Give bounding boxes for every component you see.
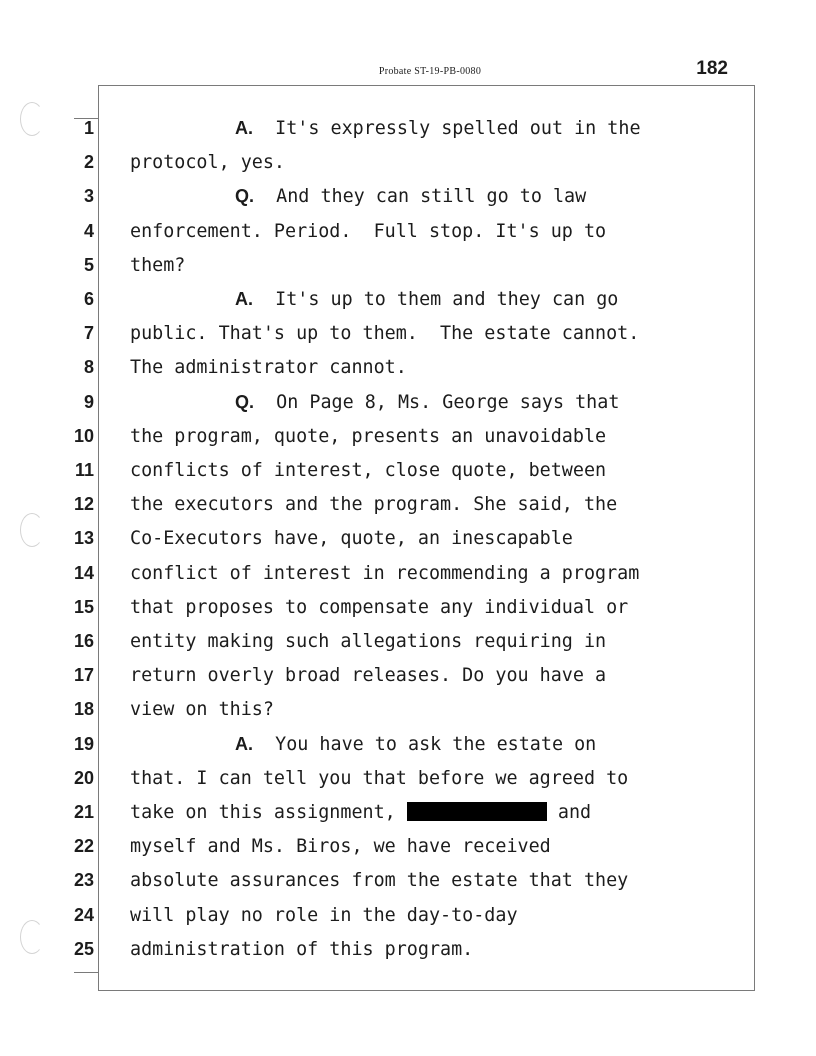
transcript-line	[0, 903, 816, 937]
line-number: 19	[73, 733, 94, 754]
line-text: take on this assignment, and	[130, 802, 592, 823]
line-number: 9	[83, 391, 94, 412]
line-number: 17	[73, 665, 94, 686]
line-text: conflicts of interest, close quote, between	[130, 460, 607, 481]
line-text: the executors and the program. She said, the	[130, 494, 618, 516]
transcript-line	[0, 697, 816, 731]
transcript-line	[0, 150, 816, 184]
line-text: will play no role in the day-to-day	[130, 904, 518, 926]
line-number: 12	[73, 494, 94, 515]
line-text: myself and Ms. Biros, we have received	[130, 836, 551, 858]
line-text: the program, quote, presents an unavoidable	[130, 425, 607, 447]
line-text: entity making such allegations requiring in	[130, 631, 607, 652]
line-number: 6	[83, 289, 94, 309]
line-text: administration of this program.	[130, 938, 474, 960]
transcript-line	[0, 834, 816, 868]
line-number: 4	[83, 220, 94, 241]
line-text: public. That's up to them. The estate cannot.	[130, 323, 640, 345]
transcript-line	[0, 424, 816, 458]
line-text: absolute assurances from the estate that they	[130, 870, 629, 892]
transcript-line	[0, 355, 816, 389]
line-text: return overly broad releases. Do you have a	[130, 665, 607, 687]
line-text: conflict of interest in recommending a program	[130, 562, 640, 584]
transcript-line	[0, 526, 816, 560]
transcript-line	[0, 184, 816, 218]
transcript-line	[0, 732, 816, 766]
line-number: 15	[73, 596, 94, 617]
transcript-line	[0, 766, 816, 800]
case-title: Probate ST-19-PB-0080	[378, 66, 482, 77]
line-text: them?	[130, 254, 186, 276]
redaction-bar	[407, 802, 547, 821]
line-number: 5	[83, 254, 94, 275]
speaker-label: Q.	[235, 391, 255, 412]
frame-rule-bottom	[74, 972, 99, 973]
line-text: enforcement. Period. Full stop. It's up to	[130, 220, 607, 242]
line-number: 7	[83, 323, 94, 344]
line-number: 10	[73, 425, 94, 446]
speaker-label: A.	[235, 118, 253, 138]
line-text: protocol, yes.	[130, 152, 286, 174]
transcript-line	[0, 595, 816, 629]
transcript-line	[0, 253, 816, 287]
line-number: 2	[83, 152, 94, 173]
transcript-line	[0, 561, 816, 595]
transcript-line	[0, 937, 816, 971]
line-number: 22	[73, 836, 94, 857]
line-number: 16	[73, 631, 94, 651]
line-text: that proposes to compensate any individual or	[130, 596, 629, 618]
line-text: Co-Executors have, quote, an inescapable	[130, 528, 573, 550]
line-number: 14	[73, 562, 94, 583]
line-text: A. It's up to them and they can go	[235, 289, 619, 310]
line-text: Q. And they can still go to law	[235, 186, 587, 208]
line-number: 25	[73, 938, 94, 959]
line-number: 13	[73, 528, 94, 549]
line-text: view on this?	[130, 699, 274, 721]
line-number: 8	[83, 357, 94, 378]
speaker-label: A.	[235, 733, 253, 754]
line-number: 24	[73, 904, 94, 925]
line-number: 20	[73, 767, 94, 788]
line-number: 3	[83, 186, 94, 207]
transcript-line	[0, 287, 816, 321]
line-number: 11	[74, 460, 94, 480]
line-number: 21	[73, 802, 94, 822]
speaker-label: Q.	[235, 186, 255, 207]
transcript-line	[0, 663, 816, 697]
transcript-line	[0, 219, 816, 253]
line-text: that. I can tell you that before we agreed to	[130, 767, 629, 789]
line-text: Q. On Page 8, Ms. George says that	[235, 391, 620, 413]
transcript-line	[0, 321, 816, 355]
line-number: 23	[73, 870, 94, 891]
page-number: 182	[696, 58, 728, 79]
transcript-line	[0, 868, 816, 902]
transcript-line	[0, 116, 816, 150]
line-text: A. It's expressly spelled out in the	[235, 118, 641, 139]
transcript-line	[0, 390, 816, 424]
speaker-label: A.	[235, 289, 253, 309]
line-text: A. You have to ask the estate on	[235, 733, 597, 755]
line-number: 18	[73, 699, 94, 720]
transcript-line	[0, 800, 816, 834]
transcript-line	[0, 458, 816, 492]
transcript-line	[0, 492, 816, 526]
line-number: 1	[83, 118, 94, 138]
line-text: The administrator cannot.	[130, 357, 407, 379]
transcript-line	[0, 629, 816, 663]
